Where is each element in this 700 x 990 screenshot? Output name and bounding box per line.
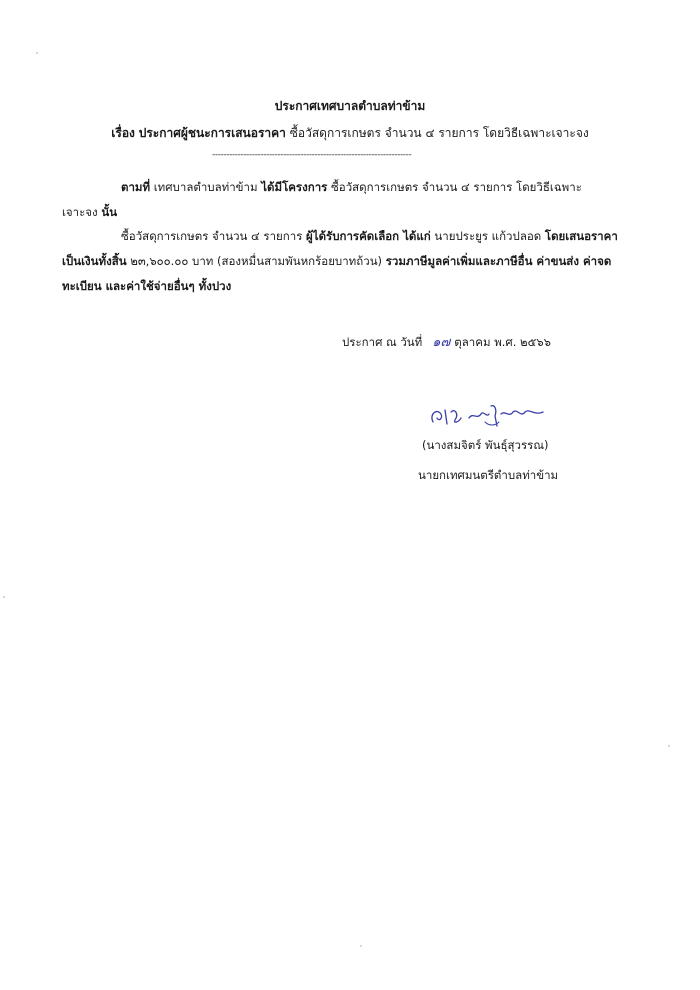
subject-label: เรื่อง: [111, 126, 135, 140]
scan-speck: [36, 52, 38, 54]
p2-vendor: นายประยูร แก้วปลอด: [434, 229, 542, 243]
scan-speck: [360, 945, 362, 947]
p2-tail: ทะเบียน และค่าใช้จ่ายอื่นๆ ทั้งปวง: [62, 279, 232, 293]
p1-project: ซื้อวัสดุการเกษตร จำนวน ๔ รายการ โดยวิธีเฉพาะ: [330, 180, 582, 194]
signatory-name: (นางสมจิตร์ พันธุ์สุวรรณ): [422, 438, 549, 452]
paragraph-1-line-2: [62, 204, 117, 222]
subject-rest: ซื้อวัสดุการเกษตร จำนวน ๔ รายการ โดยวิธีเฉพาะเจาะจง: [289, 126, 589, 140]
document-title: ประกาศเทศบาลตำบลท่าข้าม: [274, 99, 426, 113]
subject-bold: ประกาศผู้ชนะการเสนอราคา: [138, 126, 286, 140]
p1-lead: ตามที่: [121, 180, 151, 194]
paragraph-2-line-3: [62, 278, 231, 296]
p1-cont: เจาะจง: [62, 205, 98, 219]
p2-total-label: เป็นเงินทั้งสิ้น: [62, 254, 127, 268]
p2-amount: ๒๓,๖๐๐.๐๐ บาท: [130, 254, 214, 268]
p2-item: ซื้อวัสดุการเกษตร จำนวน ๔ รายการ: [121, 229, 303, 243]
divider-line: ----------------------------------------------------------------------: [212, 150, 412, 160]
p1-end: นั้น: [101, 205, 118, 219]
signatory-position: นายกเทศมนตรีตำบลท่าข้าม: [418, 468, 559, 482]
document-subject: [0, 124, 700, 143]
paragraph-2-line-2: [62, 253, 611, 271]
p1-agency: เทศบาลตำบลท่าข้าม: [153, 180, 258, 194]
p2-selected-label: ผู้ได้รับการคัดเลือก ได้แก่: [306, 229, 431, 243]
p1-mid: ได้มีโครงการ: [261, 180, 328, 194]
scan-speck: [668, 745, 670, 747]
date-label: ประกาศ ณ วันที่: [342, 335, 423, 349]
paragraph-1-line-1: [121, 179, 582, 197]
date-month-year: ตุลาคม พ.ศ. ๒๕๖๖: [454, 335, 551, 349]
paragraph-2-line-1: [121, 228, 618, 246]
date-day: ๑๗: [432, 335, 451, 350]
p2-amount-words: (สองหมื่นสามพันหกร้อยบาทถ้วน): [217, 254, 383, 268]
p2-tax: รวมภาษีมูลค่าเพิ่มและภาษีอื่น ค่าขนส่ง ค่าจด: [385, 254, 612, 268]
p2-offer-label: โดยเสนอราคา: [544, 229, 618, 243]
announcement-date: [342, 331, 551, 352]
signature-image: [425, 400, 550, 430]
scan-speck: [3, 596, 5, 598]
